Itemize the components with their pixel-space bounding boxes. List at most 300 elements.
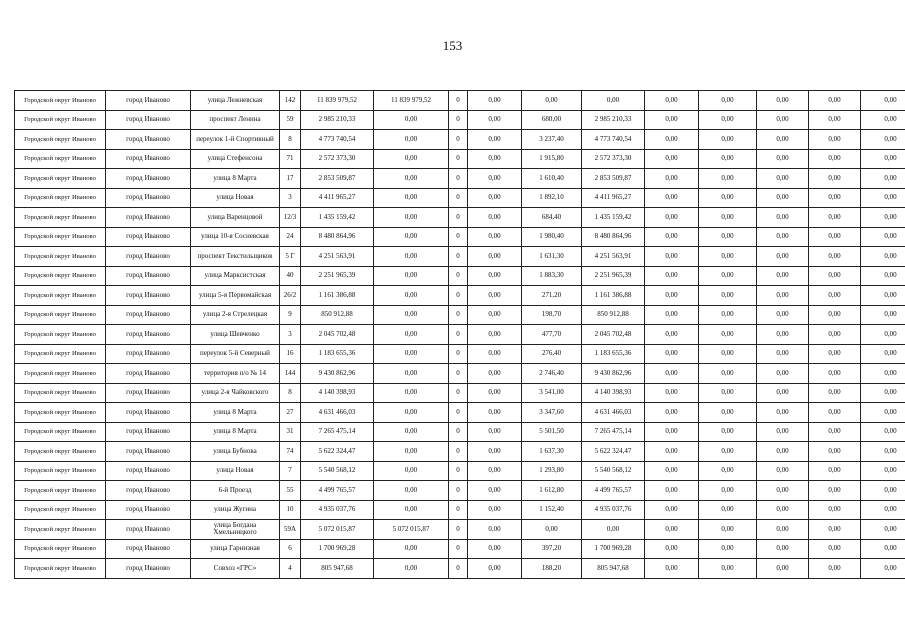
cell-count: 0 xyxy=(449,500,468,520)
cell-municipality: Городской округ Иваново xyxy=(15,325,106,345)
cell-cost-part-8: 0,00 xyxy=(861,403,905,423)
cell-cost-part-2: 0,00 xyxy=(468,149,522,169)
cell-cost-part-5: 0,00 xyxy=(699,442,757,462)
cell-cost-part-4: 0,00 xyxy=(645,266,699,286)
cell-house-number: 55 xyxy=(280,481,301,501)
cell-cost-part-5: 0,00 xyxy=(699,149,757,169)
cell-cost-part-4: 0,00 xyxy=(645,539,699,559)
cell-cost-part-7: 0,00 xyxy=(809,227,861,247)
cell-house-number: 4 xyxy=(280,559,301,579)
cell-count: 0 xyxy=(449,110,468,130)
cell-cost-part-1: 0,00 xyxy=(374,227,449,247)
cell-cost-part-2: 0,00 xyxy=(468,422,522,442)
cell-cost-part-1: 0,00 xyxy=(374,325,449,345)
cell-count: 0 xyxy=(449,188,468,208)
cell-cost-part-2: 0,00 xyxy=(468,169,522,189)
cell-total-cost: 4 411 965,27 xyxy=(301,188,374,208)
cell-count: 0 xyxy=(449,383,468,403)
cell-cost-part-7: 0,00 xyxy=(809,305,861,325)
cell-count: 0 xyxy=(449,344,468,364)
cell-cost-part-7: 0,00 xyxy=(809,559,861,579)
cell-cost-part-5: 0,00 xyxy=(699,559,757,579)
cell-cost-part-2: 0,00 xyxy=(468,383,522,403)
cell-cost-part-3: 7 265 475,14 xyxy=(582,422,645,442)
cell-settlement: город Иваново xyxy=(106,149,191,169)
table-row xyxy=(15,539,905,559)
cell-municipality: Городской округ Иваново xyxy=(15,559,106,579)
table-row xyxy=(15,559,905,579)
cell-municipality: Городской округ Иваново xyxy=(15,149,106,169)
cell-settlement: город Иваново xyxy=(106,325,191,345)
cell-total-cost: 2 985 210,33 xyxy=(301,110,374,130)
cell-cost-part-1: 0,00 xyxy=(374,539,449,559)
cell-cost-part-2: 0,00 xyxy=(468,539,522,559)
cell-street: улица Богдана Хмельницкого xyxy=(191,520,280,540)
cell-area: 0,00 xyxy=(522,91,582,111)
cell-street: улица Жугина xyxy=(191,500,280,520)
cell-house-number: 74 xyxy=(280,442,301,462)
cell-cost-part-5: 0,00 xyxy=(699,325,757,345)
cell-cost-part-7: 0,00 xyxy=(809,188,861,208)
cell-cost-part-7: 0,00 xyxy=(809,208,861,228)
cell-area: 3 541,00 xyxy=(522,383,582,403)
cell-cost-part-3: 2 251 965,39 xyxy=(582,266,645,286)
table-row xyxy=(15,325,905,345)
cell-total-cost: 4 140 398,93 xyxy=(301,383,374,403)
cell-settlement: город Иваново xyxy=(106,91,191,111)
cell-total-cost: 11 839 979,52 xyxy=(301,91,374,111)
cell-cost-part-8: 0,00 xyxy=(861,169,905,189)
cell-cost-part-5: 0,00 xyxy=(699,286,757,306)
cell-settlement: город Иваново xyxy=(106,286,191,306)
cell-count: 0 xyxy=(449,247,468,267)
cell-cost-part-6: 0,00 xyxy=(757,383,809,403)
cell-cost-part-6: 0,00 xyxy=(757,539,809,559)
cell-settlement: город Иваново xyxy=(106,383,191,403)
cell-cost-part-7: 0,00 xyxy=(809,344,861,364)
cell-count: 0 xyxy=(449,461,468,481)
cell-cost-part-3: 5 622 324,47 xyxy=(582,442,645,462)
cell-count: 0 xyxy=(449,559,468,579)
cell-area: 1 152,40 xyxy=(522,500,582,520)
cell-cost-part-1: 0,00 xyxy=(374,559,449,579)
cell-area: 1 612,80 xyxy=(522,481,582,501)
cell-cost-part-4: 0,00 xyxy=(645,286,699,306)
cell-area: 1 631,30 xyxy=(522,247,582,267)
cell-house-number: 8 xyxy=(280,383,301,403)
cell-total-cost: 8 480 864,96 xyxy=(301,227,374,247)
cell-cost-part-8: 0,00 xyxy=(861,481,905,501)
cell-municipality: Городской округ Иваново xyxy=(15,227,106,247)
cell-municipality: Городской округ Иваново xyxy=(15,188,106,208)
cell-cost-part-2: 0,00 xyxy=(468,305,522,325)
cell-cost-part-8: 0,00 xyxy=(861,383,905,403)
cell-cost-part-2: 0,00 xyxy=(468,266,522,286)
cell-total-cost: 4 499 765,57 xyxy=(301,481,374,501)
cell-cost-part-5: 0,00 xyxy=(699,227,757,247)
cell-cost-part-3: 1 435 159,42 xyxy=(582,208,645,228)
cell-municipality: Городской округ Иваново xyxy=(15,344,106,364)
cell-cost-part-5: 0,00 xyxy=(699,305,757,325)
cell-cost-part-6: 0,00 xyxy=(757,247,809,267)
cell-street: переулок 1-й Спортивный xyxy=(191,130,280,150)
cell-cost-part-1: 0,00 xyxy=(374,422,449,442)
cell-total-cost: 1 700 969,28 xyxy=(301,539,374,559)
cell-cost-part-6: 0,00 xyxy=(757,403,809,423)
cell-total-cost: 4 251 563,91 xyxy=(301,247,374,267)
cell-cost-part-4: 0,00 xyxy=(645,91,699,111)
cell-cost-part-5: 0,00 xyxy=(699,247,757,267)
cell-total-cost: 4 773 740,54 xyxy=(301,130,374,150)
cell-cost-part-2: 0,00 xyxy=(468,247,522,267)
cell-cost-part-5: 0,00 xyxy=(699,266,757,286)
cell-municipality: Городской округ Иваново xyxy=(15,208,106,228)
cell-cost-part-5: 0,00 xyxy=(699,520,757,540)
cell-area: 1 610,40 xyxy=(522,169,582,189)
cell-cost-part-4: 0,00 xyxy=(645,383,699,403)
cell-cost-part-6: 0,00 xyxy=(757,422,809,442)
cell-cost-part-2: 0,00 xyxy=(468,461,522,481)
cell-count: 0 xyxy=(449,520,468,540)
cell-cost-part-2: 0,00 xyxy=(468,442,522,462)
cell-cost-part-2: 0,00 xyxy=(468,110,522,130)
cell-total-cost: 4 631 466,03 xyxy=(301,403,374,423)
cell-cost-part-3: 0,00 xyxy=(582,91,645,111)
cell-house-number: 9 xyxy=(280,305,301,325)
cell-cost-part-8: 0,00 xyxy=(861,286,905,306)
cell-total-cost: 2 045 702,48 xyxy=(301,325,374,345)
cell-area: 3 347,60 xyxy=(522,403,582,423)
cell-area: 276,40 xyxy=(522,344,582,364)
cell-house-number: 3 xyxy=(280,188,301,208)
cell-cost-part-5: 0,00 xyxy=(699,481,757,501)
cell-cost-part-1: 0,00 xyxy=(374,149,449,169)
cell-municipality: Городской округ Иваново xyxy=(15,110,106,130)
cell-house-number: 7 xyxy=(280,461,301,481)
cell-municipality: Городской округ Иваново xyxy=(15,91,106,111)
cell-municipality: Городской округ Иваново xyxy=(15,305,106,325)
cell-total-cost: 5 540 568,12 xyxy=(301,461,374,481)
cell-cost-part-8: 0,00 xyxy=(861,188,905,208)
cell-cost-part-3: 2 853 509,87 xyxy=(582,169,645,189)
cell-municipality: Городской округ Иваново xyxy=(15,500,106,520)
cell-cost-part-4: 0,00 xyxy=(645,364,699,384)
cell-house-number: 59А xyxy=(280,520,301,540)
cell-cost-part-1: 0,00 xyxy=(374,286,449,306)
cell-cost-part-8: 0,00 xyxy=(861,208,905,228)
cell-cost-part-1: 0,00 xyxy=(374,110,449,130)
cell-cost-part-7: 0,00 xyxy=(809,325,861,345)
cell-cost-part-1: 11 839 979,52 xyxy=(374,91,449,111)
cell-cost-part-4: 0,00 xyxy=(645,481,699,501)
cell-street: улица Гарнизная xyxy=(191,539,280,559)
cell-cost-part-4: 0,00 xyxy=(645,169,699,189)
table-row xyxy=(15,110,905,130)
cell-total-cost: 4 935 037,76 xyxy=(301,500,374,520)
cell-cost-part-8: 0,00 xyxy=(861,344,905,364)
cell-cost-part-3: 2 985 210,33 xyxy=(582,110,645,130)
cell-settlement: город Иваново xyxy=(106,169,191,189)
cell-cost-part-3: 850 912,88 xyxy=(582,305,645,325)
cell-count: 0 xyxy=(449,422,468,442)
cell-cost-part-5: 0,00 xyxy=(699,403,757,423)
cell-cost-part-6: 0,00 xyxy=(757,520,809,540)
cell-cost-part-6: 0,00 xyxy=(757,130,809,150)
cell-cost-part-5: 0,00 xyxy=(699,130,757,150)
cell-cost-part-7: 0,00 xyxy=(809,422,861,442)
cell-total-cost: 2 251 965,39 xyxy=(301,266,374,286)
cell-house-number: 144 xyxy=(280,364,301,384)
cell-cost-part-5: 0,00 xyxy=(699,208,757,228)
cell-cost-part-4: 0,00 xyxy=(645,403,699,423)
cell-municipality: Городской округ Иваново xyxy=(15,383,106,403)
cell-count: 0 xyxy=(449,481,468,501)
cell-street: Совхоз «ГРС» xyxy=(191,559,280,579)
table-row xyxy=(15,461,905,481)
cell-street: улица 2-я Чайковского xyxy=(191,383,280,403)
cell-cost-part-3: 2 572 373,30 xyxy=(582,149,645,169)
cell-total-cost: 1 161 386,88 xyxy=(301,286,374,306)
cell-count: 0 xyxy=(449,325,468,345)
table-row xyxy=(15,247,905,267)
cell-cost-part-1: 5 072 015,87 xyxy=(374,520,449,540)
cell-cost-part-6: 0,00 xyxy=(757,188,809,208)
cell-total-cost: 5 072 015,87 xyxy=(301,520,374,540)
cell-cost-part-5: 0,00 xyxy=(699,110,757,130)
cell-municipality: Городской округ Иваново xyxy=(15,520,106,540)
cell-cost-part-2: 0,00 xyxy=(468,286,522,306)
table-row xyxy=(15,286,905,306)
cell-house-number: 16 xyxy=(280,344,301,364)
cell-cost-part-4: 0,00 xyxy=(645,247,699,267)
cell-cost-part-8: 0,00 xyxy=(861,305,905,325)
cell-total-cost: 1 183 655,36 xyxy=(301,344,374,364)
cell-count: 0 xyxy=(449,364,468,384)
cell-house-number: 8 xyxy=(280,130,301,150)
cell-cost-part-1: 0,00 xyxy=(374,266,449,286)
cell-cost-part-8: 0,00 xyxy=(861,266,905,286)
cell-municipality: Городской округ Иваново xyxy=(15,266,106,286)
cell-count: 0 xyxy=(449,539,468,559)
cell-cost-part-8: 0,00 xyxy=(861,442,905,462)
cell-cost-part-7: 0,00 xyxy=(809,110,861,130)
cell-area: 680,00 xyxy=(522,110,582,130)
cell-settlement: город Иваново xyxy=(106,305,191,325)
cell-cost-part-6: 0,00 xyxy=(757,169,809,189)
cell-cost-part-1: 0,00 xyxy=(374,130,449,150)
cell-house-number: 26/2 xyxy=(280,286,301,306)
cell-total-cost: 850 912,88 xyxy=(301,305,374,325)
cell-cost-part-2: 0,00 xyxy=(468,559,522,579)
cell-cost-part-8: 0,00 xyxy=(861,422,905,442)
cell-settlement: город Иваново xyxy=(106,364,191,384)
cell-cost-part-8: 0,00 xyxy=(861,539,905,559)
cell-cost-part-6: 0,00 xyxy=(757,227,809,247)
cell-cost-part-4: 0,00 xyxy=(645,442,699,462)
cell-cost-part-1: 0,00 xyxy=(374,364,449,384)
table-row xyxy=(15,442,905,462)
cell-municipality: Городской округ Иваново xyxy=(15,130,106,150)
cell-house-number: 71 xyxy=(280,149,301,169)
table-row xyxy=(15,500,905,520)
cell-cost-part-6: 0,00 xyxy=(757,325,809,345)
cell-cost-part-6: 0,00 xyxy=(757,110,809,130)
cell-cost-part-7: 0,00 xyxy=(809,286,861,306)
table-row xyxy=(15,91,905,111)
cell-cost-part-8: 0,00 xyxy=(861,149,905,169)
cell-cost-part-3: 1 700 969,28 xyxy=(582,539,645,559)
cell-street: территория п/о № 14 xyxy=(191,364,280,384)
cell-street: проспект Текстильщиков xyxy=(191,247,280,267)
table-row xyxy=(15,130,905,150)
table-row xyxy=(15,520,905,540)
cell-cost-part-8: 0,00 xyxy=(861,130,905,150)
cell-cost-part-7: 0,00 xyxy=(809,500,861,520)
cell-cost-part-6: 0,00 xyxy=(757,286,809,306)
table-row xyxy=(15,208,905,228)
cell-cost-part-6: 0,00 xyxy=(757,344,809,364)
cell-house-number: 27 xyxy=(280,403,301,423)
cell-municipality: Городской округ Иваново xyxy=(15,286,106,306)
table-row xyxy=(15,305,905,325)
cell-cost-part-1: 0,00 xyxy=(374,442,449,462)
cell-cost-part-4: 0,00 xyxy=(645,208,699,228)
cell-cost-part-8: 0,00 xyxy=(861,91,905,111)
cell-area: 1 637,30 xyxy=(522,442,582,462)
cell-cost-part-8: 0,00 xyxy=(861,227,905,247)
cell-cost-part-7: 0,00 xyxy=(809,91,861,111)
cell-cost-part-4: 0,00 xyxy=(645,188,699,208)
cell-area: 271,20 xyxy=(522,286,582,306)
cell-cost-part-4: 0,00 xyxy=(645,227,699,247)
cell-cost-part-1: 0,00 xyxy=(374,383,449,403)
cell-cost-part-6: 0,00 xyxy=(757,208,809,228)
cell-cost-part-6: 0,00 xyxy=(757,461,809,481)
cell-settlement: город Иваново xyxy=(106,208,191,228)
cell-cost-part-1: 0,00 xyxy=(374,305,449,325)
cell-cost-part-4: 0,00 xyxy=(645,130,699,150)
cell-cost-part-3: 1 183 655,36 xyxy=(582,344,645,364)
cell-area: 198,70 xyxy=(522,305,582,325)
cell-settlement: город Иваново xyxy=(106,266,191,286)
cell-cost-part-5: 0,00 xyxy=(699,364,757,384)
cell-cost-part-3: 9 430 862,96 xyxy=(582,364,645,384)
cell-municipality: Городской округ Иваново xyxy=(15,442,106,462)
cell-count: 0 xyxy=(449,169,468,189)
cell-area: 1 293,80 xyxy=(522,461,582,481)
cell-street: улица Новая xyxy=(191,188,280,208)
cell-municipality: Городской округ Иваново xyxy=(15,169,106,189)
cell-cost-part-7: 0,00 xyxy=(809,247,861,267)
cell-area: 1 980,40 xyxy=(522,227,582,247)
cell-cost-part-3: 5 540 568,12 xyxy=(582,461,645,481)
cell-cost-part-7: 0,00 xyxy=(809,383,861,403)
cell-street: улица 8 Марта xyxy=(191,422,280,442)
table-row xyxy=(15,344,905,364)
cell-cost-part-6: 0,00 xyxy=(757,481,809,501)
cell-cost-part-2: 0,00 xyxy=(468,520,522,540)
cell-total-cost: 2 853 509,87 xyxy=(301,169,374,189)
cell-house-number: 5 Г xyxy=(280,247,301,267)
cell-house-number: 59 xyxy=(280,110,301,130)
cell-cost-part-2: 0,00 xyxy=(468,130,522,150)
cell-total-cost: 9 430 862,96 xyxy=(301,364,374,384)
cell-area: 477,70 xyxy=(522,325,582,345)
cell-cost-part-6: 0,00 xyxy=(757,305,809,325)
cell-street: улица 2-я Стрелецкая xyxy=(191,305,280,325)
housing-repair-table xyxy=(14,90,905,579)
cell-count: 0 xyxy=(449,305,468,325)
cell-street: улица 8 Марта xyxy=(191,169,280,189)
cell-municipality: Городской округ Иваново xyxy=(15,247,106,267)
cell-house-number: 6 xyxy=(280,539,301,559)
cell-cost-part-5: 0,00 xyxy=(699,422,757,442)
cell-street: переулок 5-й Северный xyxy=(191,344,280,364)
cell-area: 1 883,30 xyxy=(522,266,582,286)
cell-cost-part-6: 0,00 xyxy=(757,364,809,384)
cell-cost-part-3: 4 140 398,93 xyxy=(582,383,645,403)
table-row xyxy=(15,227,905,247)
cell-cost-part-4: 0,00 xyxy=(645,110,699,130)
cell-cost-part-1: 0,00 xyxy=(374,169,449,189)
cell-area: 1 892,10 xyxy=(522,188,582,208)
cell-cost-part-1: 0,00 xyxy=(374,481,449,501)
cell-cost-part-2: 0,00 xyxy=(468,208,522,228)
cell-cost-part-4: 0,00 xyxy=(645,325,699,345)
cell-cost-part-8: 0,00 xyxy=(861,559,905,579)
cell-area: 188,20 xyxy=(522,559,582,579)
cell-cost-part-2: 0,00 xyxy=(468,91,522,111)
cell-cost-part-2: 0,00 xyxy=(468,481,522,501)
cell-cost-part-7: 0,00 xyxy=(809,169,861,189)
cell-cost-part-7: 0,00 xyxy=(809,266,861,286)
cell-settlement: город Иваново xyxy=(106,520,191,540)
cell-cost-part-3: 8 480 864,96 xyxy=(582,227,645,247)
table-row xyxy=(15,188,905,208)
cell-cost-part-7: 0,00 xyxy=(809,461,861,481)
cell-cost-part-8: 0,00 xyxy=(861,247,905,267)
cell-street: улица Бубнова xyxy=(191,442,280,462)
cell-settlement: город Иваново xyxy=(106,130,191,150)
cell-cost-part-6: 0,00 xyxy=(757,149,809,169)
cell-cost-part-1: 0,00 xyxy=(374,500,449,520)
cell-house-number: 17 xyxy=(280,169,301,189)
cell-count: 0 xyxy=(449,130,468,150)
cell-cost-part-1: 0,00 xyxy=(374,208,449,228)
cell-settlement: город Иваново xyxy=(106,188,191,208)
cell-street: проспект Ленина xyxy=(191,110,280,130)
cell-count: 0 xyxy=(449,149,468,169)
cell-settlement: город Иваново xyxy=(106,539,191,559)
cell-cost-part-4: 0,00 xyxy=(645,149,699,169)
cell-street: улица Марксистская xyxy=(191,266,280,286)
cell-cost-part-8: 0,00 xyxy=(861,364,905,384)
cell-settlement: город Иваново xyxy=(106,344,191,364)
cell-cost-part-2: 0,00 xyxy=(468,403,522,423)
cell-cost-part-7: 0,00 xyxy=(809,149,861,169)
cell-cost-part-2: 0,00 xyxy=(468,188,522,208)
cell-cost-part-2: 0,00 xyxy=(468,344,522,364)
cell-cost-part-6: 0,00 xyxy=(757,559,809,579)
cell-count: 0 xyxy=(449,266,468,286)
cell-cost-part-3: 4 935 037,76 xyxy=(582,500,645,520)
cell-cost-part-3: 2 045 702,48 xyxy=(582,325,645,345)
cell-cost-part-5: 0,00 xyxy=(699,539,757,559)
table-row xyxy=(15,266,905,286)
cell-street: улица Варенцовой xyxy=(191,208,280,228)
cell-house-number: 12/3 xyxy=(280,208,301,228)
cell-settlement: город Иваново xyxy=(106,559,191,579)
